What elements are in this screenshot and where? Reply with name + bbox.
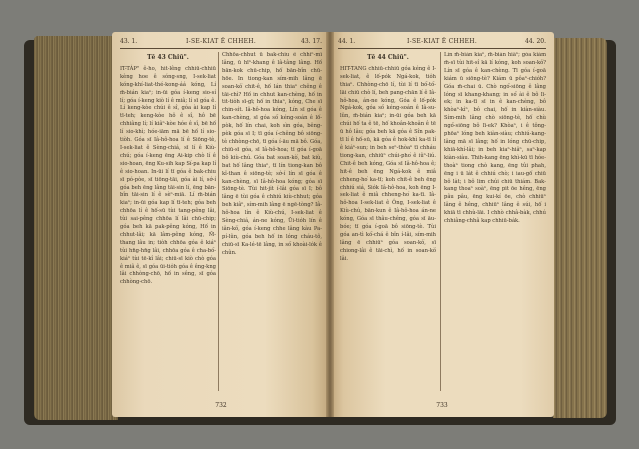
- left-header-ref-start: 43. 1.: [120, 38, 138, 45]
- book-gutter: [326, 32, 334, 417]
- right-page-number: 733: [436, 402, 448, 409]
- right-column-2-text: Lín m̄-bián kiaⁿ, m̄-bián hiâⁿ; góa kiám m̄-sī tùi hit-sî kā lí kóng, koh soan-kò͘? Lín sī góa ê kan-chèng. Tī góa í-goā kiám ū siōng-tè? Kiám ū pôaⁿ-chio̍h? Góa m̄-chai ū. Chò ngó͘-siōng ê lâng lóng sī khang-khang; in só͘ ài ê bô lī-ek; in ka-tī sī in ê kan-chèng, bô khòaⁿ-kìⁿ, bô chai, hō͘ in kiàn-siàu. Sím-mih lâng chò siōng-tè, hō͘ chù ngó͘-siōng bô lī-ek? Khòaⁿ, i ê tông-phōaⁿ lóng beh kiàn-siàu; chhiú-kang-lâng mā sī lâng; hō͘ in lóng chū-chip, khiā-khí-lâi; in beh kiaⁿ-hiâⁿ, saⁿ-kap kiàn-siàu. Thih-kang ēng khì-kū tī hóe-thoàⁿ tiong chò kang, ēng tûi phah, ēng i ū la̍t ê chhiú chò; i iau-gō͘ chiū bô la̍t; i bô lim chúi chiū thiám. Bak-kang thoaⁿ soàⁿ, ēng pit ōe hêng, ēng pâu pâu, ēng kui-kí ōe, chò chhiūⁿ lâng ê hêng, chhiūⁿ lâng ê súi, hō͘ i khiā tī chhù-lāi. I chhò chhâ-ba̍k, chhú chhiâng-chhâ kap chhiū-ba̍k.: [444, 52, 546, 225]
- left-column-2-text: Chhōa-chhut ū bak-chiu ê chhiⁿ-mî lâng, ū hīⁿ-khang ê lâ-tâng lâng. Hō͘ bān-kok chū-chip, hō͘ bān-bîn chū-hōe. In tiong-kan sím-mih lâng ē soan-kò͘ chit-ê, hō͘ lán thiaⁿ chêng ê tāi-chì? Hō͘ in chhut kan-chèng, hō͘ in tit-tio̍h sī-gī; hō͘ in thiaⁿ, kóng, Che sī chin-si̍t. Iâ-hô-hoa kóng, Lín sī góa ê kan-chèng, sī góa só͘ kéng-soán ê lō͘-po̍k, hō͘ lín chai, koh sìn góa, bêng-pe̍k góa sī I; tī góa í-chêng bô siōng-tè chhòng-chō, tī góa í-āu mā bô. Góa, chiū-sī góa, sī Iâ-hô-hoa; tī góa í-goā bô kiù-chú. Góa bat soan-kò͘, bat kiù, bat hō͘ lâng thiaⁿ, tī lín tiong-kan bô kî-than ê siōng-tè; sớ-í lín sī góa ê kan-chèng, sī Iâ-hô-hoa kóng; góa sī Siōng-tè. Tùi hit-ji̍t í-lâi góa sī I; bô lâng ē tùi góa ê chhiú kiù-chhut; góa beh kiâⁿ, sím-mih lâng ē ngē-tòng? Iâ-hô-hoa lín ê Kiù-chú, I-sek-liat ê Sèng-chiá, án-ne kóng, Ūi-tio̍h lín ê iân-kò͘, góa í-keng chhe lâng kàu Pa-pí-lûn, góa beh hō͘ in lóng cháu-tô, chiū-sī Ka-lé-tē lâng, in só͘ khoài-lo̍k ê chûn.: [222, 52, 322, 256]
- left-header-rule: [120, 48, 322, 49]
- right-page-edges: [553, 38, 607, 418]
- left-column-divider: [218, 52, 219, 391]
- right-header-rule: [338, 48, 546, 49]
- right-header-ref-end: 44. 20.: [525, 38, 546, 45]
- left-page: [112, 32, 330, 417]
- right-column-2: [444, 52, 546, 393]
- left-page-number: 732: [215, 402, 227, 409]
- left-page-edges: [34, 36, 118, 420]
- left-column-1-text: IT-TÁP" ê-ho, hit-lêng chhiū-chhiū kèng hoe ê sóng-sng, I-sek-liat kóng-khí-liat-thé-kong-áá kóng, Lí m̄-bián kiaⁿ; in-ūi góa í-keng sio-sí lí; góa í-keng kiò lí ê miâ; lí sī góa ê. Lí keng-kòe chúi ê sî, góa ài kap lí tī-teh; keng-kòe hô ê sî, hô bē chhiâng lí; lí kiâⁿ-kòe hóe ê sî, bē hō͘ lí sio-khì; hóe-iām mā bē hō͘ lí sio-tiòh. Góa sī Iâ-hô-hoa lí ê Siōng-tè, I-sek-liat ê Sèng-chiá, sī lí ê Kiù-chú; góa í-keng ēng Ai-kip chò lí ê sio-hoan, ēng Ku-sih kap Sí-pa kap lí ê sio-hoan. In-ūi lí tī góa ê bak-chiu sī pó-pòe, sī tiōng-tāi, góa ài lí, sớ-í góa beh ēng lâng tāi-sin lí, ēng bān-bîn tāi-sin lí ê sèⁿ-miā. Lí m̄-bián kiaⁿ; in-ūi góa kap lí tī-teh; góa beh chhōa lí ê hō͘-sū tùi tang-pêng lâi, tùi sai-pêng chhōa lí lâi chū-chip; góa beh kā pak-pêng kóng, Hō͘ in chhut-lâi; kā lâm-pêng kóng, M̄-thang lâu in; tio̍h chhōa góa ê kiáⁿ tùi hn̄g-hn̄g lâi, chhōa góa ê cha-bó͘-kiáⁿ tùi tē-kî lâi; chiū-sī kiò chò góa ê miâ ê, sī góa ūi-tio̍h góa ê êng-kng lâi chhòng-chō, hō͘ in sêng, sī góa chhòng-chō.: [120, 65, 216, 286]
- right-chapter-title: Tē 44 Chiū".: [367, 54, 409, 61]
- right-column-divider: [440, 52, 441, 391]
- left-column-1: [120, 52, 216, 393]
- right-header-title: I-SE-KIAT Ê CHHEH.: [406, 38, 478, 45]
- right-header-ref-start: 44. 1.: [338, 38, 356, 45]
- right-column-1-text: HIT-TANG chhiū-chhiū góa kéng ê I-sek-liat, ê lō͘-po̍k Ngá-kok, tio̍h thiaⁿ. Chhòng-chō lí, tùi lí tī bó͘-tó͘-lāi chiū chò lí, beh pang-chān lí ê Iâ-hô-hoa, án-ne kóng, Góa ê lō͘-po̍k Ngá-kok, góa só͘ kéng-soán ê Iâ-su-lûn, m̄-bián kiaⁿ; in-ūi góa beh kā chúi hō͘ ta ê tē, hō͘ khoân-khoân ê tē ū hô lâu; góa beh kā góa ê Sîn pak-tī lí ê hō͘-sū, kā góa ê hok-khì ka-tī lí ê kiáⁿ-sun; in beh seⁿ-thòaⁿ tī chháu tiong-kan, chhiūⁿ chúi-pho͘ ê iûⁿ-liú. Chit-ê beh kóng, Góa sī Iâ-hô-hoa ê; hit-ê beh ēng Ngá-kok ê miâ chheng-ho͘ ka-tī; koh chit-ê beh ēng chhiú siá, Sio̍k Iâ-hô-hoa, koh ēng I-sek-liat ê miâ chheng-ho͘ ka-tī. Iâ-hô-hoa I-sek-liat ê Ông, I-sek-liat ê Kiù-chú, bān-kun ê Iâ-hô-hoa án-ne kóng, Góa sī thâu-chêng, góa sī āu-bóe; tī góa í-goā bô siōng-tè. Tùi góa an-tì kó͘-chá ê bîn í-lâi, sím-mih lâng ē chhiūⁿ góa soan-kò͘, sī chiong-lâi ê tāi-chì, hō͘ in soan-kò͘ lâi.: [340, 65, 436, 262]
- right-column-1: [340, 52, 436, 393]
- left-header-title: I-SE-KIAT Ê CHHEH.: [185, 38, 257, 45]
- left-header-ref-end: 43. 17.: [301, 38, 322, 45]
- right-page: [330, 32, 554, 417]
- left-chapter-title: Tē 43 Chiū".: [147, 54, 189, 61]
- left-column-2: [222, 52, 322, 393]
- left-running-header: [120, 38, 322, 48]
- right-running-header: [338, 38, 546, 48]
